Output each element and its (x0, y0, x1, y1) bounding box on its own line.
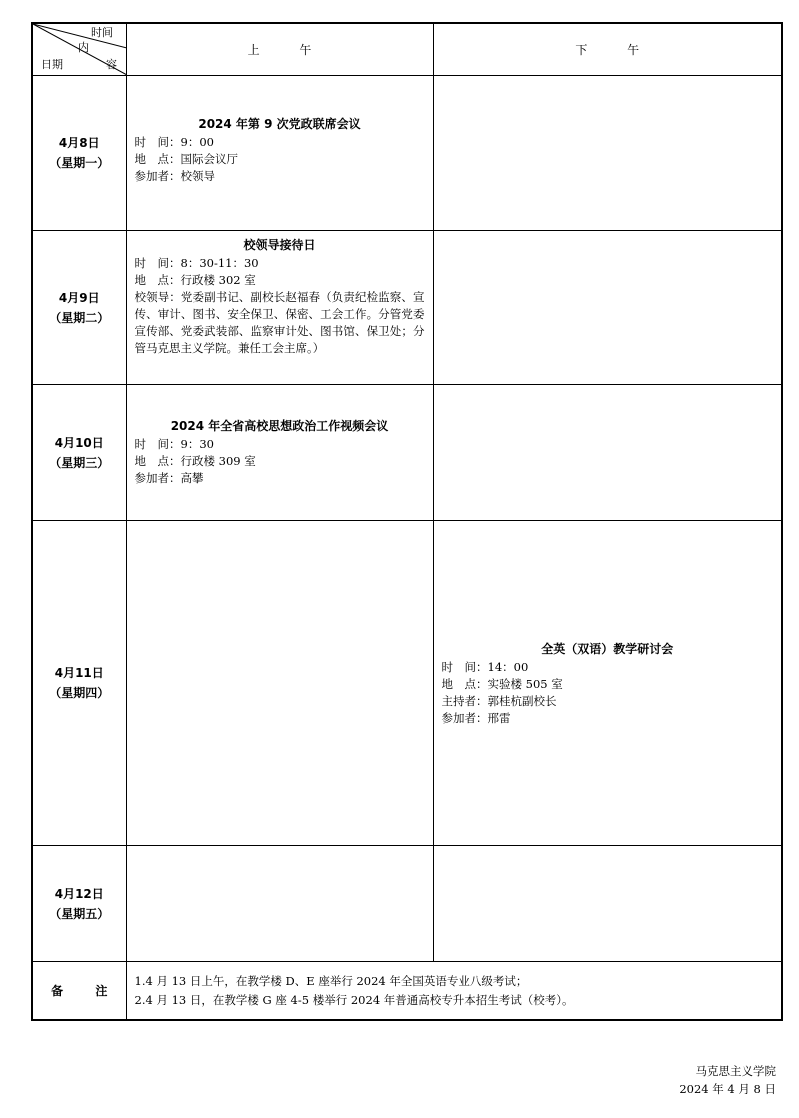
header-row (32, 23, 782, 76)
afternoon-cell (433, 846, 782, 962)
date-label: 4月8日 (58, 136, 100, 150)
weekday-label: （星期四） (49, 686, 110, 700)
event-host: 主持者：郭桂杭副校长 (441, 693, 557, 708)
date-cell (32, 846, 126, 962)
weekday-label: （星期二） (49, 310, 110, 325)
date-label: 4月11日 (54, 666, 104, 680)
notes-row (32, 962, 782, 1021)
event-leader: 校领导：党委副书记、副校长赵福春（负责纪检监察、宣传、审计、图书、安全保卫、保密、工会工作。分管党委宣传部、党委武装部、监察审计处、图书馆、保卫处；分管马克思主义学院。兼任工会主席。） (134, 290, 425, 355)
date-cell (32, 76, 126, 231)
event-attendees: 参加者：校领导 (134, 169, 215, 183)
afternoon-cell (433, 231, 782, 385)
afternoon-header: 下 午 (433, 23, 782, 76)
date-cell (32, 385, 126, 521)
event-attendees: 参加者：邢雷 (441, 710, 511, 725)
notes-cell (126, 962, 782, 1021)
event-time: 时 间：8：30-11：30 (134, 256, 259, 270)
event-time: 时 间：14：00 (441, 659, 529, 674)
morning-cell (126, 846, 433, 962)
morning-cell (126, 385, 433, 521)
corner-time-label: 时间 (91, 26, 113, 39)
day-row (32, 231, 782, 385)
weekday-label: （星期一） (49, 156, 110, 170)
event-location: 地 点：行政楼 309 室 (134, 454, 256, 468)
date-label: 4月9日 (58, 290, 100, 305)
afternoon-cell (433, 521, 782, 846)
event-attendees: 参加者：高攀 (134, 471, 204, 485)
date-label: 4月12日 (54, 886, 104, 901)
footer-date: 2024 年 4 月 8 日 (679, 1082, 776, 1096)
event-title: 全英（双语）教学研讨会 (541, 641, 674, 656)
schedule-table (31, 22, 783, 1021)
event (127, 236, 433, 357)
footer (679, 1062, 776, 1098)
corner-content-rong-label: 容 (106, 58, 117, 71)
afternoon-cell (433, 76, 782, 231)
weekday-label: （星期五） (49, 906, 110, 921)
event-location: 地 点：行政楼 302 室 (134, 273, 256, 287)
event (434, 640, 782, 727)
note-item: 2.4 月 13 日，在教学楼 G 座 4-5 楼举行 2024 年普通高校专升本招生考试（校考）。 (134, 992, 574, 1007)
morning-header: 上 午 (126, 23, 433, 76)
event (127, 417, 433, 487)
event-title: 2024 年全省高校思想政治工作视频会议 (170, 419, 389, 433)
event-time: 时 间：9：30 (134, 437, 214, 451)
day-row (32, 521, 782, 846)
footer-org: 马克思主义学院 (695, 1064, 776, 1078)
header-corner-cell (32, 23, 126, 76)
day-row (32, 76, 782, 231)
event-title: 校领导接待日 (243, 238, 316, 252)
weekday-label: （星期三） (49, 455, 110, 470)
day-row (32, 385, 782, 521)
event-location: 地 点：实验楼 505 室 (441, 676, 563, 691)
date-cell (32, 231, 126, 385)
event-time: 时 间：9：00 (134, 135, 214, 149)
morning-cell (126, 521, 433, 846)
note-item: 1.4 月 13 日上午，在教学楼 D、E 座举行 2024 年全国英语专业八级考试； (134, 973, 528, 988)
morning-cell (126, 76, 433, 231)
date-cell (32, 521, 126, 846)
event-title: 2024 年第 9 次党政联席会议 (198, 117, 361, 131)
corner-date-label: 日期 (41, 58, 63, 71)
date-label: 4月10日 (54, 435, 104, 450)
notes-label: 备 注 (32, 962, 126, 1021)
morning-cell (126, 231, 433, 385)
corner-content-nei-label: 内 (78, 41, 89, 54)
day-row (32, 846, 782, 962)
event (127, 115, 433, 185)
afternoon-cell (433, 385, 782, 521)
event-location: 地 点：国际会议厅 (134, 152, 238, 166)
